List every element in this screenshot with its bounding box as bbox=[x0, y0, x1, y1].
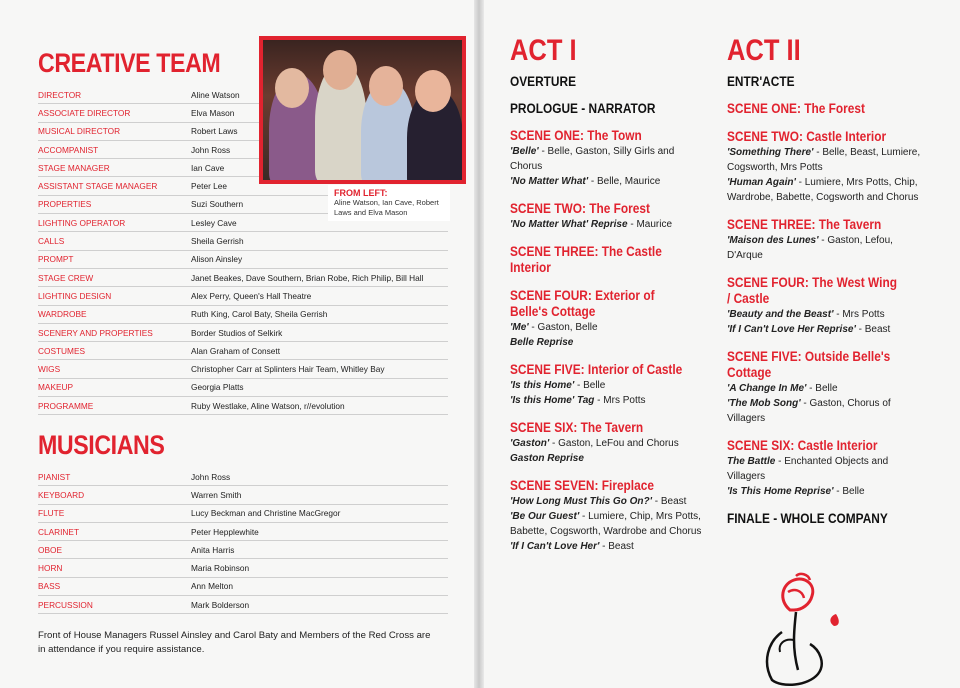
scene-title: SCENE THREE: The Castle Interior bbox=[510, 244, 662, 275]
song-line bbox=[510, 335, 706, 350]
role-label: KEYBOARD bbox=[38, 489, 85, 500]
scene-block bbox=[510, 201, 706, 232]
person-name: Peter Hepplewhite bbox=[191, 526, 259, 537]
song-performers: - Enchanted Objects and Villagers bbox=[727, 456, 889, 482]
song-performers: - Beast bbox=[599, 541, 634, 552]
act-two-title: ACT II bbox=[727, 34, 801, 67]
song-title: 'Be Our Guest' bbox=[510, 511, 580, 522]
song-performers: - Mrs Potts bbox=[594, 395, 646, 406]
person-name: Mark Bolderson bbox=[191, 599, 250, 610]
song-performers: - Belle bbox=[806, 383, 838, 394]
role-label: WARDROBE bbox=[38, 309, 87, 320]
table-row bbox=[38, 397, 448, 415]
person-name: Robert Laws bbox=[191, 126, 238, 137]
overture-heading: OVERTURE bbox=[510, 74, 577, 89]
song-title: 'Gaston' bbox=[510, 438, 550, 449]
scene-title: SCENE SIX: The Tavern bbox=[510, 420, 644, 435]
person-name: Ruth King, Carol Baty, Sheila Gerrish bbox=[191, 309, 328, 320]
table-row bbox=[38, 505, 448, 523]
song-line bbox=[510, 320, 706, 335]
person-figure bbox=[415, 70, 451, 112]
person-name: John Ross bbox=[191, 471, 231, 482]
song-line bbox=[727, 145, 927, 175]
song-title: 'How Long Must This Go On?' bbox=[510, 496, 652, 507]
role-label: CALLS bbox=[38, 236, 65, 247]
scene-block bbox=[727, 349, 927, 426]
role-label: PERCUSSION bbox=[38, 599, 93, 610]
song-performers: - Lumiere, Chip, Mrs Potts, Babette, Cogsworth, Wardrobe and Chorus bbox=[510, 511, 702, 537]
table-row bbox=[38, 360, 448, 378]
scene-title: SCENE FOUR: Exterior of Belle's Cottage bbox=[510, 288, 655, 319]
role-label: SCENERY AND PROPERTIES bbox=[38, 327, 153, 338]
song-line bbox=[727, 233, 927, 263]
role-label: STAGE MANAGER bbox=[38, 162, 110, 173]
scene-title: SCENE TWO: Castle Interior bbox=[727, 129, 887, 144]
song-line bbox=[727, 381, 927, 396]
person-name: Christopher Carr at Splinters Hair Team, Whitley Bay bbox=[191, 364, 385, 375]
table-row bbox=[38, 306, 448, 324]
song-line bbox=[510, 378, 706, 393]
musicians-title: MUSICIANS bbox=[38, 430, 165, 460]
role-label: STAGE CREW bbox=[38, 272, 94, 283]
scene-block bbox=[510, 478, 706, 554]
song-performers: - Belle, Beast, Lumiere, Cogsworth, Mrs Potts bbox=[727, 147, 921, 173]
song-line bbox=[727, 322, 927, 337]
song-title: The Battle bbox=[727, 456, 776, 467]
table-row bbox=[38, 342, 448, 360]
person-name: Border Studios of Selkirk bbox=[191, 327, 283, 338]
musicians-list bbox=[38, 468, 448, 614]
scene-block bbox=[510, 362, 706, 408]
song-performers: - Belle, Gaston, Silly Girls and Chorus bbox=[510, 146, 675, 172]
person-name: Janet Beakes, Dave Southern, Brian Robe, Rich Philip, Bill Hall bbox=[191, 272, 424, 283]
person-name: Ian Cave bbox=[191, 162, 225, 173]
left-page bbox=[0, 0, 474, 688]
song-performers: - Gaston, Lefou, D'Arque bbox=[727, 235, 893, 261]
scene-title: SCENE ONE: The Town bbox=[510, 128, 642, 143]
finale-heading: FINALE - WHOLE COMPANY bbox=[727, 511, 888, 526]
role-label: HORN bbox=[38, 563, 63, 574]
act-two-column bbox=[727, 34, 927, 538]
song-title: 'The Mob Song' bbox=[727, 398, 801, 409]
song-line bbox=[510, 451, 706, 466]
scene-block bbox=[510, 420, 706, 466]
song-performers: - Gaston, LeFou and Chorus bbox=[549, 438, 679, 449]
role-label: FLUTE bbox=[38, 508, 65, 519]
role-label: ACCOMPANIST bbox=[38, 144, 99, 155]
act-one-column bbox=[510, 34, 706, 566]
role-label: MUSICAL DIRECTOR bbox=[38, 126, 121, 137]
role-label: ASSISTANT STAGE MANAGER bbox=[38, 181, 158, 192]
person-name: Lucy Beckman and Christine MacGregor bbox=[191, 508, 341, 519]
photo-image bbox=[263, 40, 462, 180]
scene-title: SCENE TWO: The Forest bbox=[510, 201, 650, 216]
person-name: Alison Ainsley bbox=[191, 254, 243, 265]
song-performers: - Gaston, Belle bbox=[528, 322, 598, 333]
scene-title: SCENE SIX: Castle Interior bbox=[727, 438, 878, 453]
table-row bbox=[38, 251, 448, 269]
act-one-scenes bbox=[510, 128, 706, 554]
person-name: Sheila Gerrish bbox=[191, 236, 244, 247]
song-line bbox=[510, 509, 706, 539]
book-gutter bbox=[474, 0, 484, 688]
table-row bbox=[38, 379, 448, 397]
song-performers: - Mrs Potts bbox=[833, 309, 885, 320]
song-performers: - Gaston, Chorus of Villagers bbox=[727, 398, 891, 424]
act-two-scenes bbox=[727, 101, 927, 499]
song-title: 'A Change In Me' bbox=[727, 383, 807, 394]
scene-block bbox=[510, 128, 706, 189]
act-one-title: ACT I bbox=[510, 34, 577, 67]
role-label: ASSOCIATE DIRECTOR bbox=[38, 107, 131, 118]
scene-title: SCENE SEVEN: Fireplace bbox=[510, 478, 654, 493]
table-row bbox=[38, 559, 448, 577]
person-name: Ruby Westlake, Aline Watson, r//evolution bbox=[191, 400, 345, 411]
song-performers: - Lumiere, Mrs Potts, Chip, Wardrobe, Babette, Cogsworth and Chorus bbox=[727, 177, 919, 203]
song-title: 'Human Again' bbox=[727, 177, 796, 188]
creative-team-title: CREATIVE TEAM bbox=[38, 48, 221, 78]
song-line bbox=[510, 144, 706, 174]
song-line bbox=[727, 396, 927, 426]
song-line bbox=[727, 175, 927, 205]
person-name: John Ross bbox=[191, 144, 231, 155]
caption-title: FROM LEFT: bbox=[334, 188, 388, 198]
person-name: Alan Graham of Consett bbox=[191, 345, 281, 356]
person-figure bbox=[323, 50, 357, 90]
entracte-heading: ENTR'ACTE bbox=[727, 74, 795, 89]
song-line bbox=[510, 174, 706, 189]
song-line bbox=[510, 539, 706, 554]
table-row bbox=[38, 324, 448, 342]
person-figure bbox=[369, 66, 403, 106]
person-name: Elva Mason bbox=[191, 107, 235, 118]
song-performers: - Belle bbox=[574, 380, 606, 391]
song-title: 'Something There' bbox=[727, 147, 814, 158]
song-line bbox=[510, 494, 706, 509]
scene-block bbox=[727, 129, 927, 205]
person-name: Aline Watson bbox=[191, 89, 240, 100]
person-name: Ann Melton bbox=[191, 581, 233, 592]
person-name: Warren Smith bbox=[191, 489, 242, 500]
role-label: PROPERTIES bbox=[38, 199, 92, 210]
song-title: Belle Reprise bbox=[510, 337, 574, 348]
role-label: PIANIST bbox=[38, 471, 71, 482]
song-title: 'Belle' bbox=[510, 146, 539, 157]
role-label: WIGS bbox=[38, 364, 61, 375]
role-label: LIGHTING OPERATOR bbox=[38, 217, 126, 228]
song-performers: - Belle, Maurice bbox=[588, 176, 661, 187]
table-row bbox=[38, 269, 448, 287]
song-line bbox=[510, 436, 706, 451]
person-name: Suzi Southern bbox=[191, 199, 244, 210]
team-photo bbox=[259, 36, 466, 184]
role-label: OBOE bbox=[38, 544, 62, 555]
caption-text: Aline Watson, Ian Cave, Robert Laws and Elva Mason bbox=[334, 198, 439, 217]
scene-block bbox=[727, 438, 927, 499]
song-line bbox=[727, 454, 927, 484]
song-title: 'Is this Home' Tag bbox=[510, 395, 595, 406]
song-title: Gaston Reprise bbox=[510, 453, 584, 464]
person-name: Maria Robinson bbox=[191, 563, 250, 574]
role-label: BASS bbox=[38, 581, 61, 592]
person-name: Anita Harris bbox=[191, 544, 235, 555]
table-row bbox=[38, 232, 448, 250]
song-line bbox=[727, 484, 927, 499]
person-name: Lesley Cave bbox=[191, 217, 237, 228]
scene-block bbox=[727, 275, 927, 337]
table-row bbox=[38, 468, 448, 486]
table-row bbox=[38, 578, 448, 596]
song-title: 'Is This Home Reprise' bbox=[727, 486, 834, 497]
scene-title: SCENE FOUR: The West Wing / Castle bbox=[727, 275, 897, 306]
photo-caption bbox=[328, 185, 450, 221]
song-title: 'Is this Home' bbox=[510, 380, 575, 391]
role-label: LIGHTING DESIGN bbox=[38, 290, 112, 301]
role-label: MAKEUP bbox=[38, 382, 74, 393]
scene-block bbox=[510, 288, 706, 350]
song-title: 'No Matter What' bbox=[510, 176, 589, 187]
song-performers: - Beast bbox=[855, 324, 891, 335]
person-name: Alex Perry, Queen's Hall Theatre bbox=[191, 290, 312, 301]
song-line bbox=[510, 217, 706, 232]
table-row bbox=[38, 596, 448, 614]
scene-title: SCENE FIVE: Interior of Castle bbox=[510, 362, 683, 377]
scene-title: SCENE THREE: The Tavern bbox=[727, 217, 882, 232]
song-title: 'Maison des Lunes' bbox=[727, 235, 819, 246]
person-name: Peter Lee bbox=[191, 181, 227, 192]
song-line bbox=[727, 307, 927, 322]
front-of-house-note: Front of House Managers Russel Ainsley and Carol Baty and Members of the Red Cross are in attendance if you require assistance. bbox=[38, 630, 431, 655]
scene-block bbox=[727, 217, 927, 263]
song-title: 'If I Can't Love Her' bbox=[510, 541, 600, 552]
scene-block bbox=[510, 244, 706, 276]
role-label: CLARINET bbox=[38, 526, 80, 537]
scene-block bbox=[727, 101, 927, 117]
song-performers: - Maurice bbox=[627, 219, 673, 230]
song-line bbox=[510, 393, 706, 408]
scene-title: SCENE ONE: The Forest bbox=[727, 101, 865, 116]
person-figure bbox=[275, 68, 309, 108]
role-label: PROGRAMME bbox=[38, 400, 94, 411]
prologue-heading: PROLOGUE - NARRATOR bbox=[510, 101, 656, 116]
song-title: 'Beauty and the Beast' bbox=[727, 309, 834, 320]
table-row bbox=[38, 541, 448, 559]
role-label: DIRECTOR bbox=[38, 89, 82, 100]
rose-illustration bbox=[738, 570, 848, 688]
table-row bbox=[38, 486, 448, 504]
song-title: 'Me' bbox=[510, 322, 529, 333]
song-performers: - Belle bbox=[833, 486, 865, 497]
role-label: COSTUMES bbox=[38, 345, 86, 356]
song-performers: - Beast bbox=[651, 496, 687, 507]
song-title: 'No Matter What' Reprise bbox=[510, 219, 628, 230]
role-label: PROMPT bbox=[38, 254, 74, 265]
table-row bbox=[38, 287, 448, 305]
scene-title: SCENE FIVE: Outside Belle's Cottage bbox=[727, 349, 891, 380]
table-row bbox=[38, 523, 448, 541]
person-name: Georgia Platts bbox=[191, 382, 244, 393]
song-title: 'If I Can't Love Her Reprise' bbox=[727, 324, 856, 335]
